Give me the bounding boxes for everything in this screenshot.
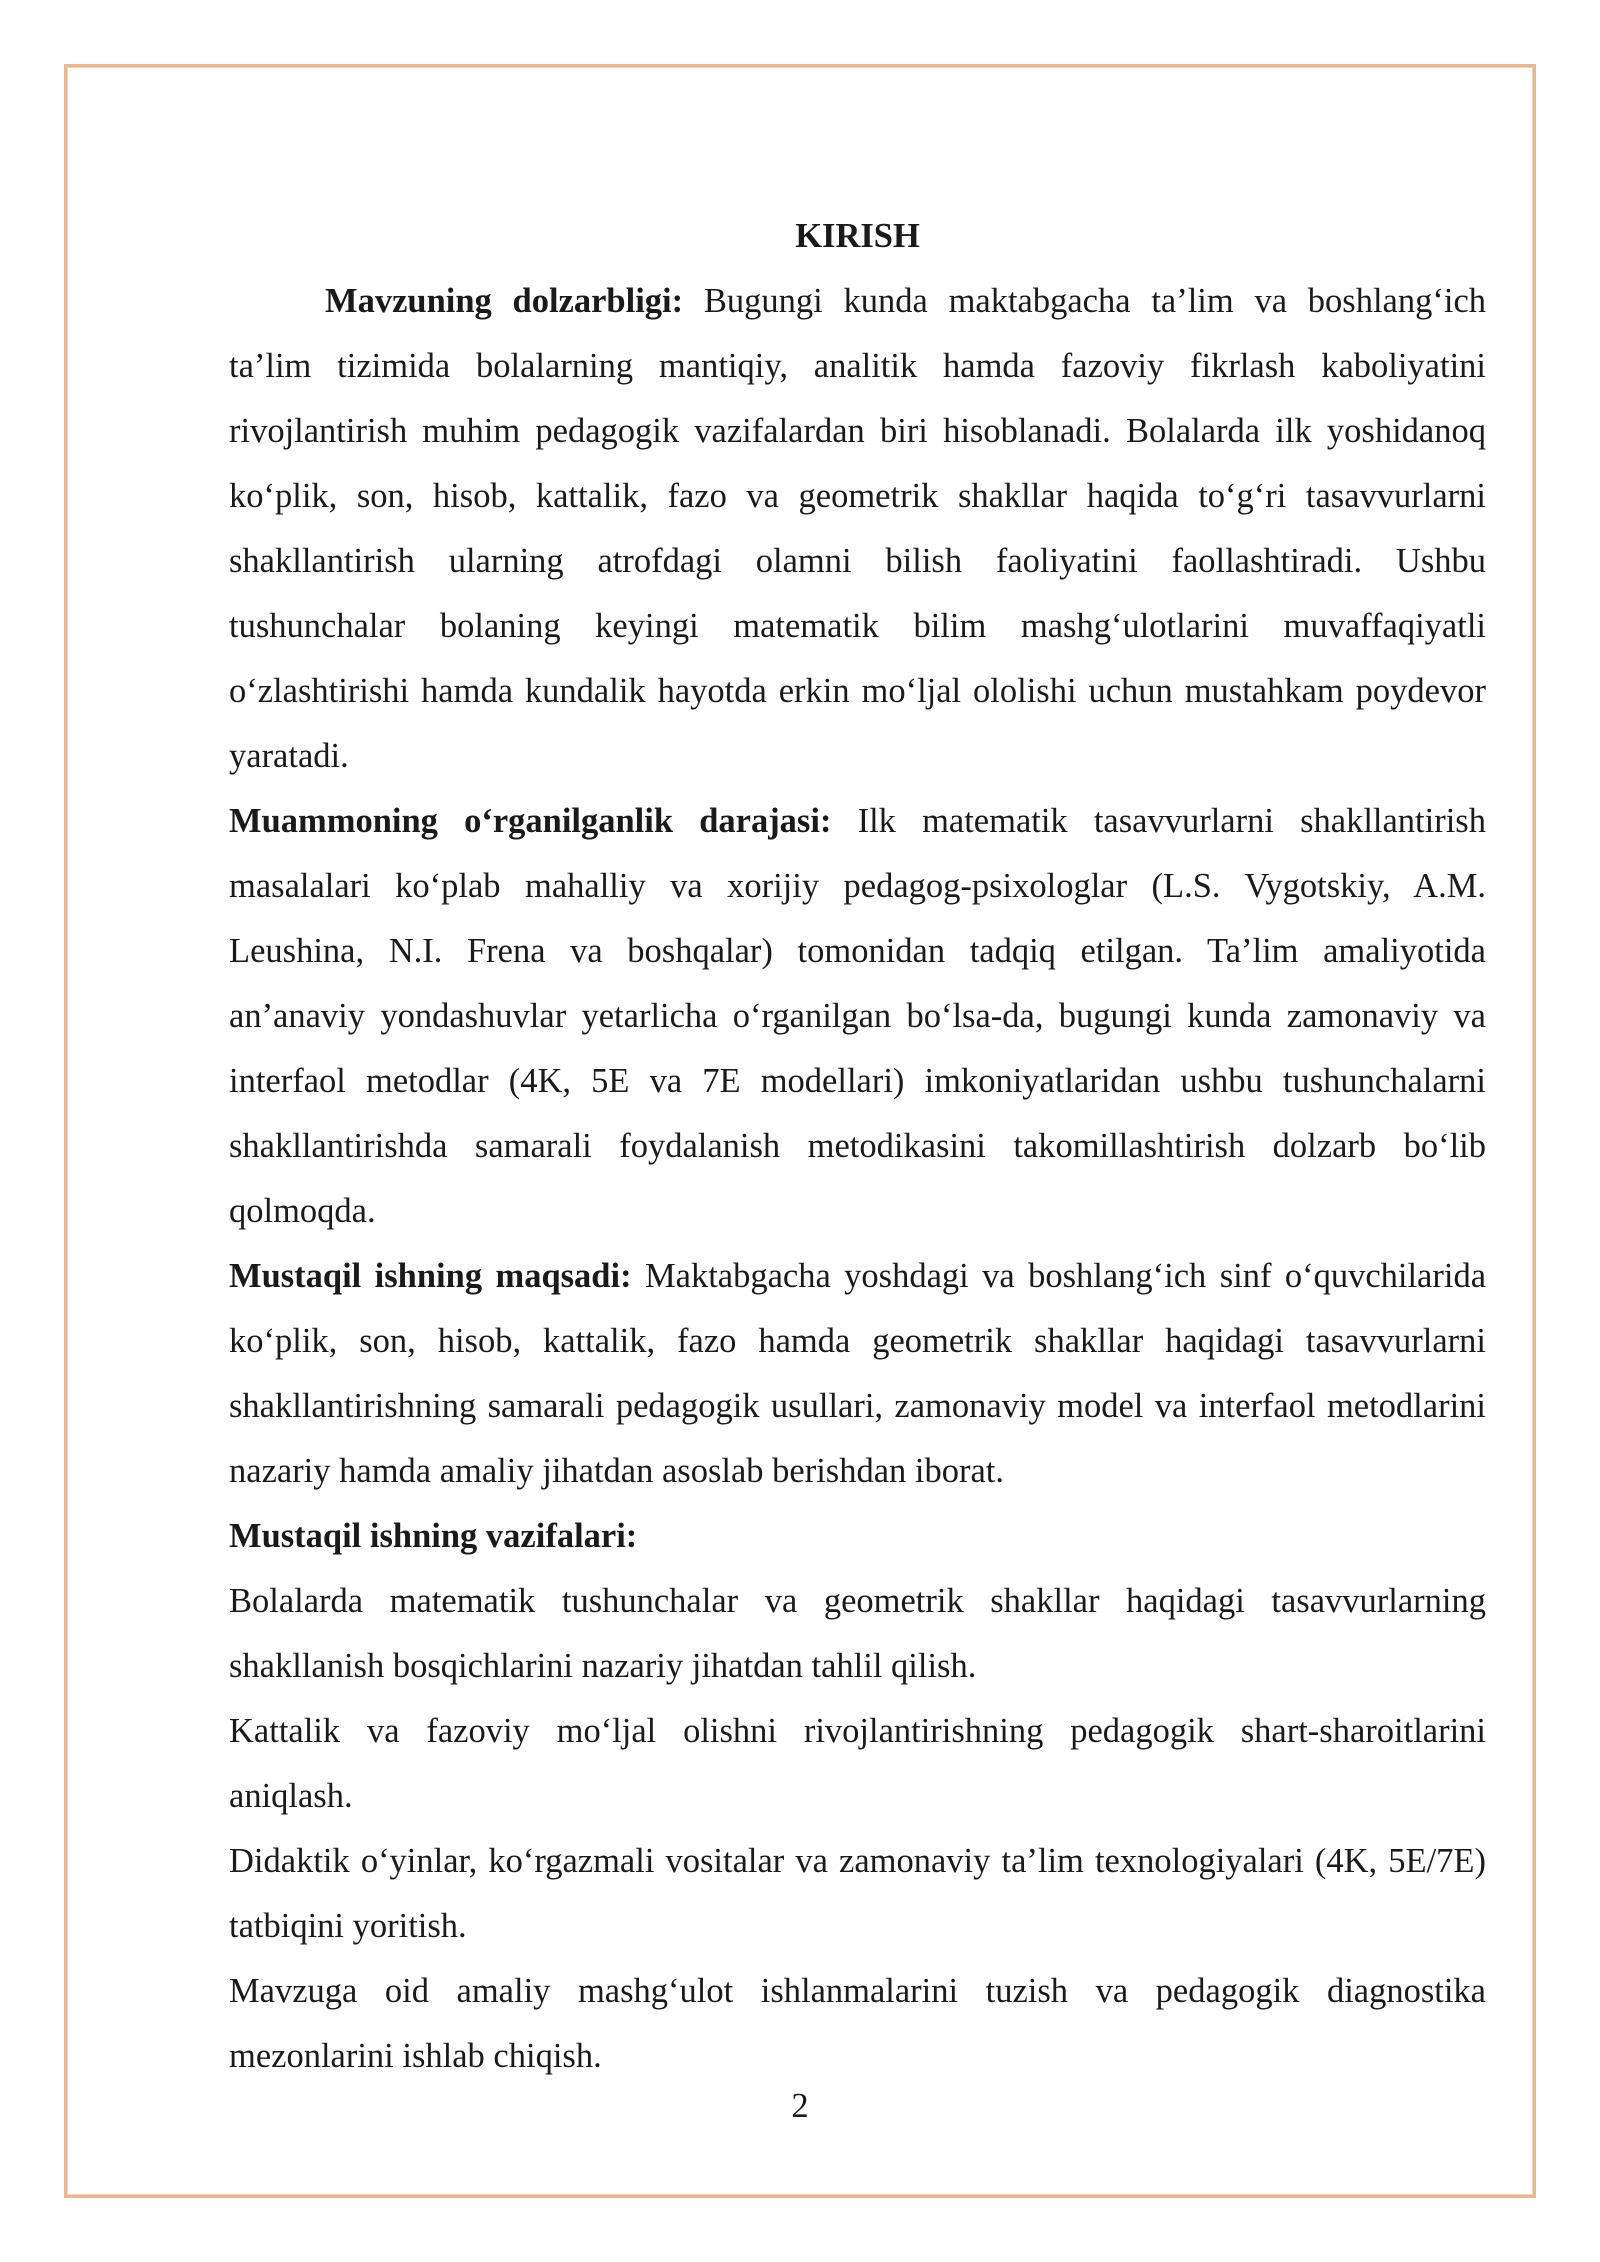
task-item: Didaktik o‘yinlar, ko‘rgazmali vositalar va zamonaviy ta’lim texnologiyalari (4K, 5E/7E) tatbiqini yoritish. (229, 1842, 1486, 1945)
research-degree-paragraph (229, 789, 1486, 1244)
goal-label: Mustaqil ishning maqsadi: (229, 1257, 632, 1295)
document-title: KIRISH (795, 217, 920, 255)
research-degree-text: Ilk matematik tasavvurlarni shakllantirish masalalari ko‘plab mahalliy va xorijiy pedagog-psixologlar (L.S. Vygotskiy, A.M. Leushina, N.I. Frena va boshqalar) tomonidan tadqiq etilgan. Ta’lim amaliyotida an’anaviy yondashuvlar yetarlicha o‘rganilgan bo‘lsa-da, bugungi kunda zamonaviy va interfaol metodlar (4K, 5E va 7E modellari) imkoniyatlaridan ushbu tushunchalarni shakllantirishda samarali foydalanish metodikasini takomillashtirish dolzarb bo‘lib qolmoqda. (229, 802, 1486, 1230)
page-number: 2 (791, 2087, 809, 2125)
research-degree-label: Muammoning o‘rganilganlik darajasi: (229, 802, 832, 840)
document-body (229, 204, 1486, 2089)
task-item: Mavzuga oid amaliy mashg‘ulot ishlanmalarini tuzish va pedagogik diagnostika mezonlarini ishlab chiqish. (229, 1972, 1486, 2075)
relevance-text: Bugungi kunda maktabgacha ta’lim va boshlang‘ich ta’lim tizimida bolalarning mantiqiy, analitik hamda fazoviy fikrlash kaboliyatini rivojlantirish muhim pedagogik vazifalardan biri hisoblanadi. Bolalarda ilk yoshidanoq ko‘plik, son, hisob, kattalik, fazo va geometrik shakllar haqida to‘g‘ri tasavvurlarni shakllantirish ularning atrofdagi olamni bilish faoliyatini faollashtiradi. Ushbu tushunchalar bolaning keyingi matematik bilim mashg‘ulotlarini muvaffaqiyatli o‘zlashtirishi hamda kundalik hayotda erkin mo‘ljal ololishi uchun mustahkam poydevor yaratadi. (229, 282, 1487, 775)
relevance-paragraph (229, 269, 1486, 789)
task-item: Bolalarda matematik tushunchalar va geometrik shakllar haqidagi tasavvurlarning shakllanish bosqichlarini nazariy jihatdan tahlil qilish. (229, 1582, 1486, 1685)
tasks-heading: Mustaqil ishning vazifalari: (229, 1517, 638, 1555)
relevance-label: Mavzuning dolzarbligi: (325, 282, 684, 320)
goal-paragraph (229, 1244, 1486, 1504)
task-item: Kattalik va fazoviy mo‘ljal olishni rivojlantirishning pedagogik shart-sharoitlarini aniqlash. (229, 1712, 1486, 1815)
goal-text: Maktabgacha yoshdagi va boshlang‘ich sinf o‘quvchilarida ko‘plik, son, hisob, kattalik, fazo hamda geometrik shakllar haqidagi tasavvurlarni shakllantirishning samarali pedagogik usullari, zamonaviy model va interfaol metodlarini nazariy hamda amaliy jihatdan asoslab berishdan iborat. (229, 1257, 1487, 1490)
